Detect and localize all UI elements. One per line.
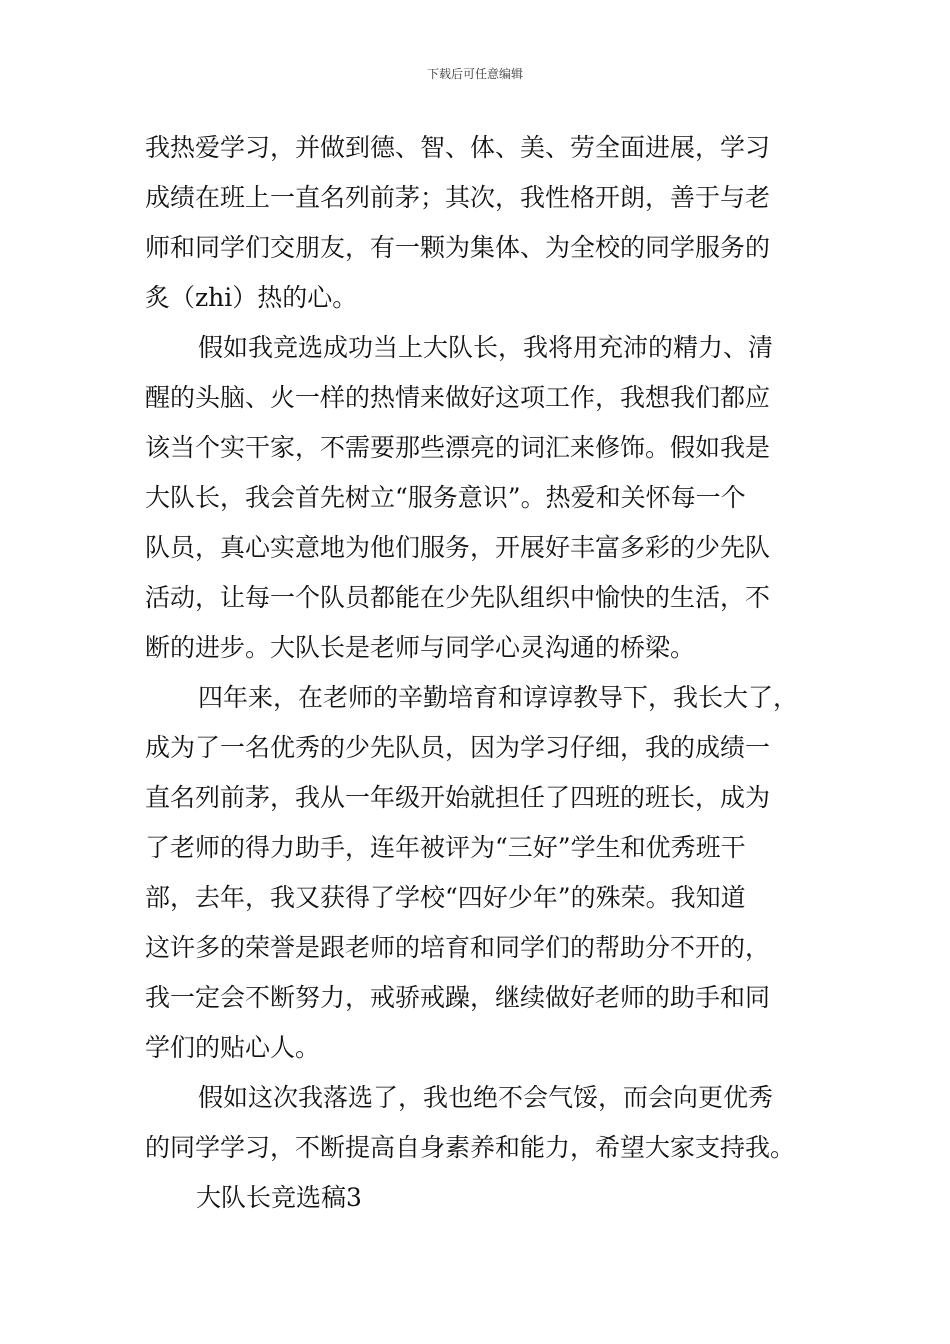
- text-line: 醒的头脑、火一样的热情来做好这项工作，我想我们都应: [145, 383, 771, 412]
- text-line: 直名列前茅，我从一年级开始就担任了四班的班长，成为: [145, 783, 771, 812]
- text-line: 部，去年，我又获得了学校“四好少年”的殊荣。我知道: [145, 883, 746, 912]
- text-line: 的同学学习，不断提高自身素养和能力，希望大家支持我。: [145, 1133, 796, 1162]
- text-line: 断的进步。大队长是老师与同学心灵沟通的桥梁。: [145, 633, 696, 662]
- text-line: 四年来，在老师的辛勤培育和谆谆教导下，我长大了，: [198, 683, 799, 712]
- text-line: 队员，真心实意地为他们服务，开展好丰富多彩的少先队: [145, 533, 771, 562]
- text-line: 该当个实干家，不需要那些漂亮的词汇来修饰。假如我是: [145, 433, 771, 462]
- section-heading: 大队长竞选稿3: [196, 1183, 362, 1212]
- text-line: 大队长，我会首先树立“服务意识”。热爱和关怀每一个: [145, 483, 746, 512]
- text-line: 成为了一名优秀的少先队员，因为学习仔细，我的成绩一: [145, 733, 771, 762]
- text-line: 活动，让每一个队员都能在少先队组织中愉快的生活，不: [145, 583, 771, 612]
- text-line: 成绩在班上一直名列前茅；其次，我性格开朗，善于与老: [145, 183, 771, 212]
- page-header: 下载后可任意编辑: [426, 67, 523, 81]
- text-line: 这许多的荣誉是跟老师的培育和同学们的帮助分不开的，: [145, 933, 771, 962]
- text-line: 假如这次我落选了，我也绝不会气馁，而会向更优秀: [198, 1083, 774, 1112]
- text-line: 假如我竞选成功当上大队长，我将用充沛的精力、清: [198, 333, 774, 362]
- text-line: 学们的贴心人。: [145, 1033, 321, 1062]
- text-line: 了老师的得力助手，连年被评为“三好”学生和优秀班干: [145, 833, 746, 862]
- text-line: 我一定会不断努力，戒骄戒躁，继续做好老师的助手和同: [145, 983, 771, 1012]
- text-line: 我热爱学习，并做到德、智、体、美、劳全面进展，学习: [145, 133, 771, 162]
- text-line: 炙（zhi）热的心。: [145, 283, 358, 312]
- text-line: 师和同学们交朋友，有一颗为集体、为全校的同学服务的: [145, 233, 771, 262]
